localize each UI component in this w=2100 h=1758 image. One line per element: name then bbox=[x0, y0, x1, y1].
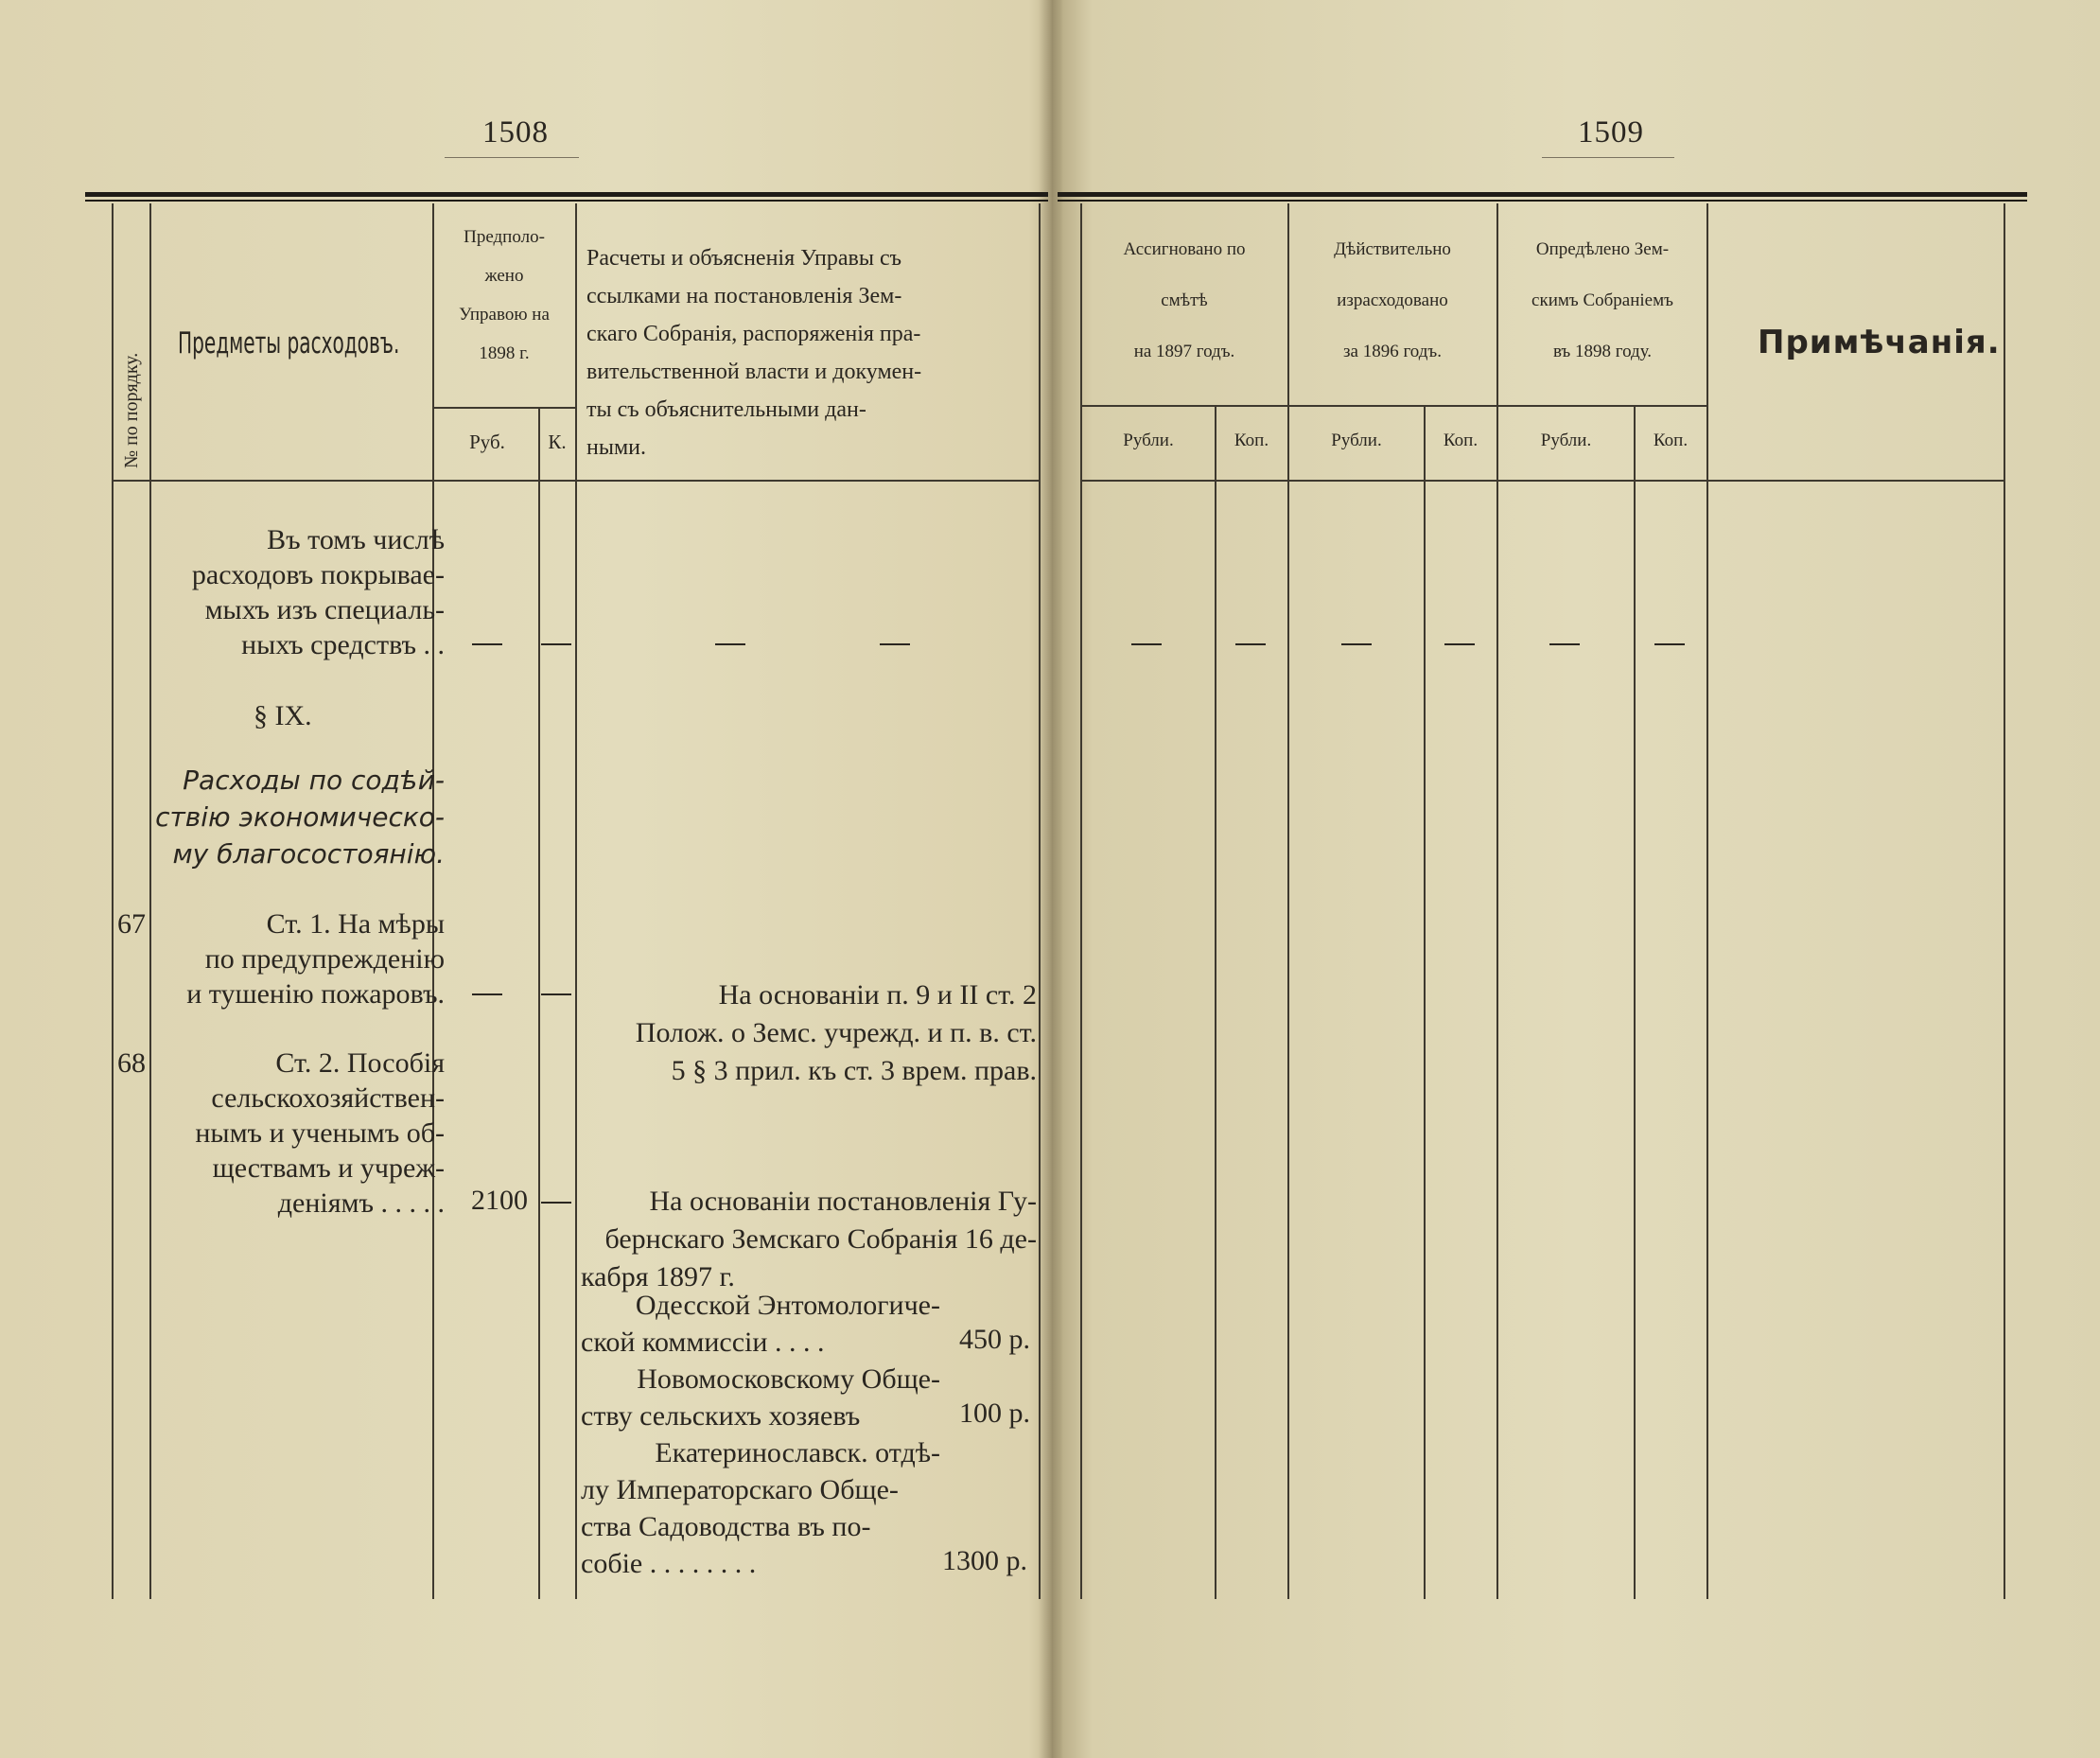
header-bottom-rule bbox=[1080, 480, 2004, 482]
spent-kopecks-header: Коп. bbox=[1443, 431, 1479, 450]
right-page-number-rule bbox=[1542, 157, 1674, 158]
paragraph-sign: § IX. bbox=[254, 700, 312, 731]
dash bbox=[715, 643, 745, 645]
col-line bbox=[1039, 203, 1041, 1599]
dash bbox=[1549, 643, 1580, 645]
col-line bbox=[1215, 405, 1216, 1599]
assigned-rubles-header: Рубли. bbox=[1123, 431, 1174, 450]
row-68-text: Ст. 2. Пособія сельскохозяйствен- нымъ и ученымъ об- ществамъ и учреж- деніямъ . . . . . bbox=[195, 1047, 445, 1219]
grant-1-text: Одесской Энтомологиче- ской коммиссіи . . . . bbox=[581, 1290, 940, 1358]
dash bbox=[541, 643, 571, 645]
dash bbox=[472, 993, 502, 995]
spent-rubles-header: Рубли. bbox=[1331, 431, 1382, 450]
right-page-number: 1509 bbox=[1578, 115, 1644, 149]
right-top-rule bbox=[1058, 192, 2027, 197]
row-68-calc: На основаніи постановленія Гу- бернскаго Земскаго Собранія 16 де- кабря 1897 г. bbox=[581, 1186, 1037, 1292]
notes-column-header: Примѣчанія. bbox=[1758, 324, 2001, 361]
row-67-calc: На основаніи п. 9 и II ст. 2 Полож. о Земс. учрежд. и п. в. ст. 5 § 3 прил. къ ст. 3 врем. прав. bbox=[635, 979, 1037, 1086]
header-subrule bbox=[1080, 405, 1706, 407]
calc-column-header: Расчеты и объясненія Управы съ ссылками на постановленія Зем- скаго Собранія, распоряженія пра- вительственной власти и докумен- ты съ объяснительными дан- ными. bbox=[586, 246, 922, 460]
items-column-header: Предметы расходовъ. bbox=[178, 326, 400, 360]
header-subrule bbox=[432, 407, 575, 409]
proposed-rub-header: Руб. bbox=[469, 431, 505, 453]
grant-1-amount: 450 р. bbox=[959, 1324, 1030, 1355]
spent-column-header: Дѣйствительно израсходовано за 1896 годъ. bbox=[1334, 239, 1451, 361]
left-page-number-rule bbox=[445, 157, 579, 158]
dash bbox=[541, 1202, 571, 1204]
col-line bbox=[538, 407, 540, 1599]
left-top-rule bbox=[85, 192, 1048, 197]
row-68-proposed-rub: 2100 bbox=[471, 1185, 528, 1216]
dash bbox=[1444, 643, 1475, 645]
section-intro: Въ томъ числѣ расходовъ покрывае- мыхъ изъ специаль- ныхъ средствъ . . bbox=[191, 524, 445, 660]
col-line bbox=[1080, 203, 1082, 1599]
determined-rubles-header: Рубли. bbox=[1540, 431, 1592, 450]
grant-3-text: Екатеринославск. отдѣ- лу Императорскаго Обще- ства Садоводства въ по- собіе . . . . . . . . bbox=[581, 1437, 940, 1579]
dash bbox=[1235, 643, 1266, 645]
left-page-number: 1508 bbox=[482, 115, 549, 149]
row-number: 68 bbox=[117, 1047, 146, 1079]
col-line bbox=[1634, 405, 1636, 1599]
row-67-text: Ст. 1. На мѣры по предупрежденію и тушенію пожаровъ. bbox=[186, 908, 445, 1010]
dash bbox=[541, 993, 571, 995]
grant-2-text: Новомосковскому Обще- ству сельскихъ хозяевъ bbox=[581, 1363, 940, 1432]
col-line bbox=[149, 203, 151, 1599]
dash bbox=[1654, 643, 1685, 645]
dash bbox=[880, 643, 910, 645]
determined-column-header: Опредѣлено Зем- скимъ Собраніемъ въ 1898 году. bbox=[1531, 239, 1673, 361]
left-top-rule-thin bbox=[85, 200, 1048, 202]
num-column-header: № по порядку. bbox=[121, 352, 142, 468]
determined-kopecks-header: Коп. bbox=[1653, 431, 1689, 450]
col-line bbox=[1287, 203, 1289, 1599]
dash bbox=[1341, 643, 1372, 645]
assigned-column-header: Ассигновано по смѣтѣ на 1897 годъ. bbox=[1123, 239, 1246, 361]
col-line bbox=[1424, 405, 1426, 1599]
grant-2-amount: 100 р. bbox=[959, 1398, 1030, 1429]
grant-3-amount: 1300 р. bbox=[942, 1545, 1027, 1576]
dash bbox=[1131, 643, 1162, 645]
book-spine bbox=[1039, 0, 1063, 1758]
dash bbox=[472, 643, 502, 645]
col-line bbox=[112, 203, 114, 1599]
proposed-column-header: Предполо- жено Управою на 1898 г. bbox=[459, 227, 550, 363]
col-line bbox=[575, 203, 577, 1599]
right-top-rule-thin bbox=[1058, 200, 2027, 202]
assigned-kopecks-header: Коп. bbox=[1234, 431, 1269, 450]
proposed-kop-header: К. bbox=[548, 431, 567, 453]
col-line bbox=[1496, 203, 1498, 1599]
col-line bbox=[1706, 203, 1708, 1599]
section-title: Расходы по содѣй- ствію экономическо- му благосостоянію. bbox=[155, 765, 445, 870]
col-line bbox=[2004, 203, 2005, 1599]
row-number: 67 bbox=[117, 908, 146, 940]
header-bottom-rule bbox=[112, 480, 1039, 482]
col-line bbox=[432, 203, 434, 1599]
